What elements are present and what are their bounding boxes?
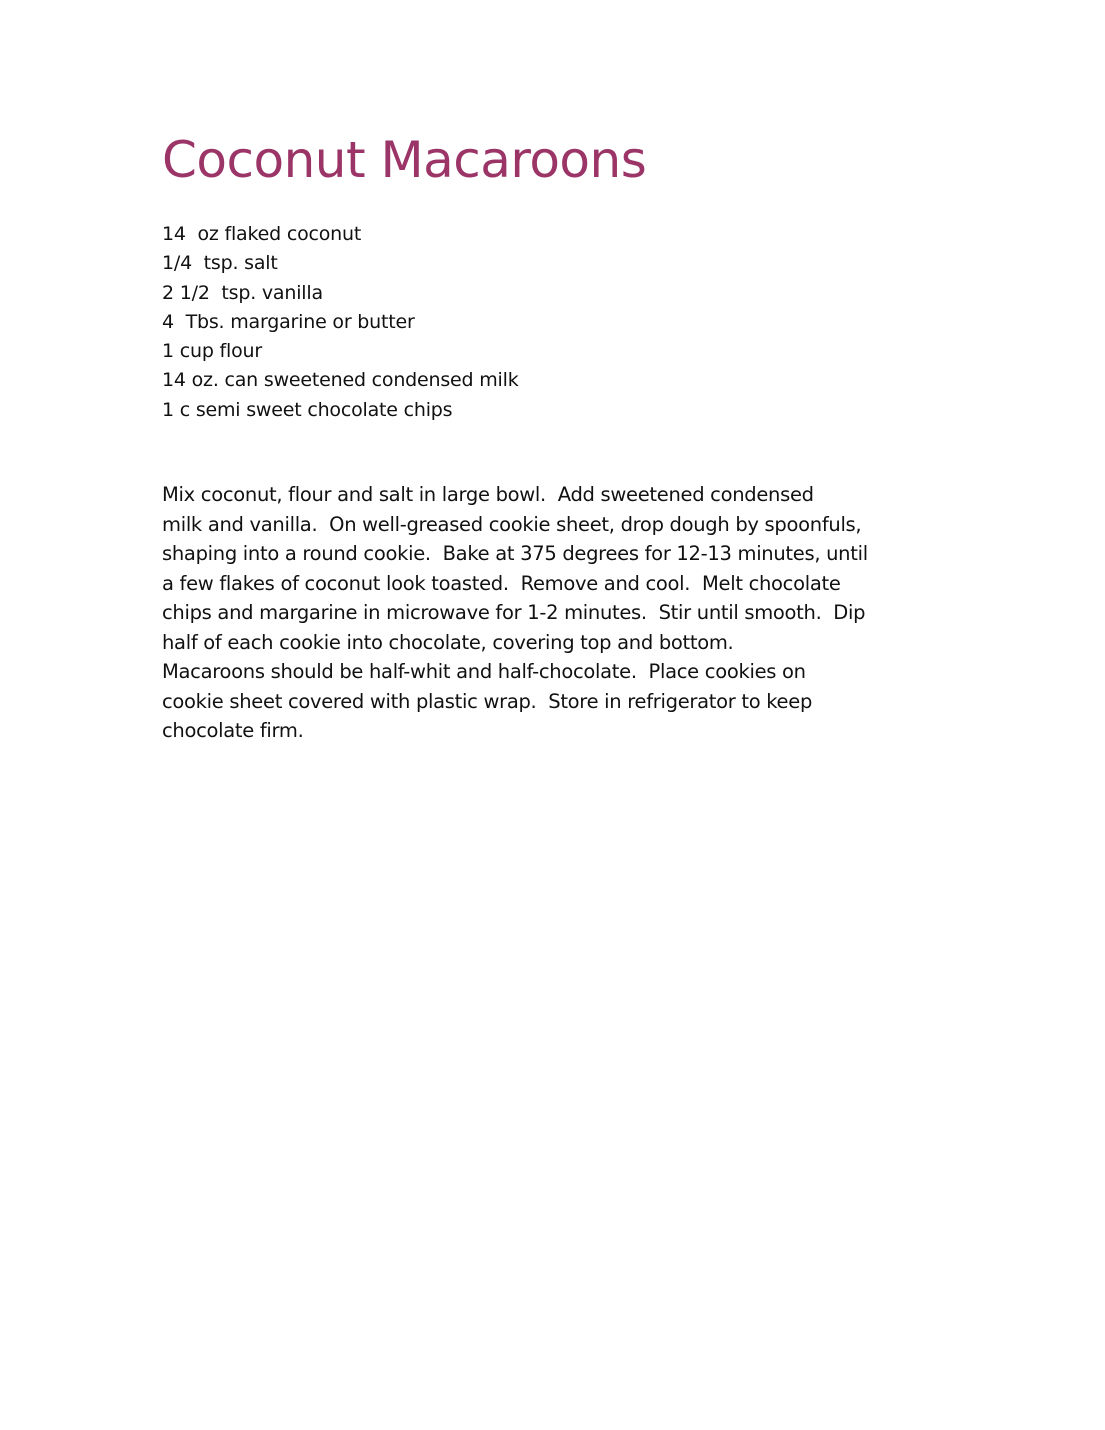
directions-paragraph [162, 480, 947, 746]
directions-line: shaping into a round cookie. Bake at 375 degrees for 12-13 minutes, until [162, 542, 868, 565]
ingredient-item: 1/4 tsp. salt [162, 252, 278, 275]
directions-line: half of each cookie into chocolate, covering top and bottom. [162, 630, 734, 654]
directions-line: chips and margarine in microwave for 1-2 minutes. Stir until smooth. Dip [162, 601, 866, 624]
ingredient-item: 14 oz. can sweetened condensed milk [162, 369, 519, 392]
directions-line: Mix coconut, flour and salt in large bowl. Add sweetened condensed [162, 483, 814, 506]
directions-line: Macaroons should be half-whit and half-chocolate. Place cookies on [162, 660, 806, 683]
ingredient-item: 14 oz flaked coconut [162, 223, 362, 245]
directions-line: a few flakes of coconut look toasted. Remove and cool. Melt chocolate [162, 571, 841, 595]
directions-line: cookie sheet covered with plastic wrap. Store in refrigerator to keep [162, 689, 813, 713]
directions-line: chocolate firm. [162, 719, 304, 742]
directions-line: milk and vanilla. On well-greased cookie sheet, drop dough by spoonfuls, [162, 512, 862, 536]
recipe-title: Coconut Macaroons [162, 131, 647, 189]
ingredients-list [162, 220, 519, 425]
ingredient-item: 4 Tbs. margarine or butter [162, 310, 415, 333]
ingredient-item: 1 cup flour [162, 340, 262, 363]
ingredient-item: 2 1/2 tsp. vanilla [162, 281, 323, 304]
ingredient-item: 1 c semi sweet chocolate chips [162, 398, 453, 421]
